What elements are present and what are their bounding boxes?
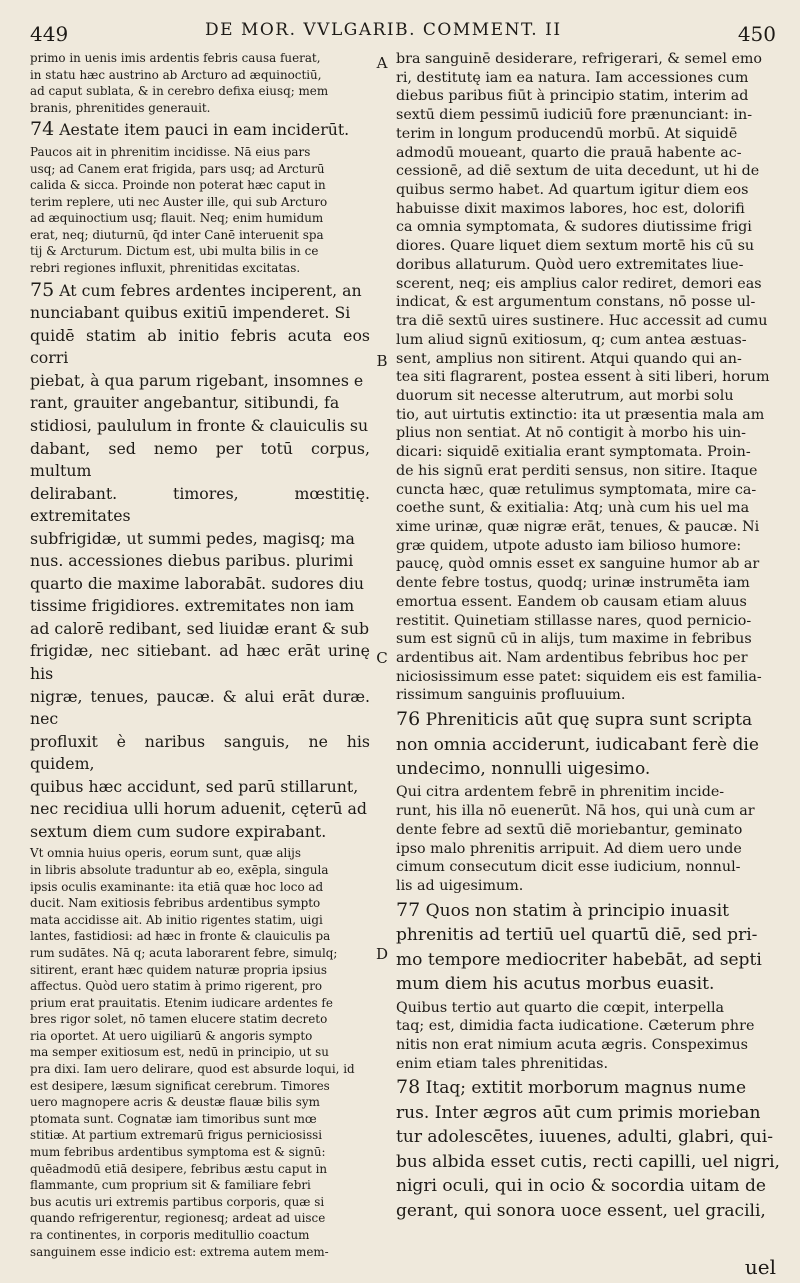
section-number: 74 [30, 118, 55, 141]
page-number-right: 450 [737, 22, 776, 46]
section-number: 77 [396, 898, 421, 921]
paragraph-text: Vt omnia huius operis, eorum sunt, quæ alijs in libris absolute traduntur ab eo, exēpla, singula ipsis oculis examinante: ita etiā quæ hoc loco ad ducit. Nam exitiosis febribus ardentibus sympto mata accidisse ait. Ab initio rigentes statim, uigi lantes, fastidiosi: ad hæc in fronte & clauiculis pa rum sudātes. Nā q; acuta laborarent febre, simulq; sitirent, erant hæc quidem naturæ propria ipsius affectus. Quòd uero statim à primo rigerent, pro prium erat prauitatis. Etenim iudicare ardentes fe bres rigor solet, nō tamen elucere statim decreto ria oportet. At uero uigiliarū & angoris sympto ma semper exitiosum est, nedū in principio, ut su pra dixi. Iam uero delirare, quod est absurde loqui, id est desipere, læsum significat cerebrum. Timores uero magnopere acris & deustæ flauæ bilis sym ptomata sunt. Cognatæ iam timoribus sunt mœ stitiæ. At partium extremarū frigus perniciosissi mum febribus ardentibus symptoma est & signū: quēadmodū etiā desipere, febribus æstu caput in flammante, cum proprium sit & familiare febri bus acutis uri extremis partibus corporis, quæ si quando refrigerentur, regionesq; ardeat ad uisce ra continentes, in corporis meditullio coactum sanguinem esse indicio est: extrema autem mem- [30, 846, 355, 1259]
margin-letters [371, 52, 393, 1252]
section-number: 76 [396, 708, 421, 731]
margin-letter-a: A [376, 54, 388, 72]
paragraph-text: Paucos ait in phrenitim incidisse. Nā eius pars usq; ad Canem erat frigida, pars usq; ad Arcturū calida & sicca. Proinde non poterat hæc caput in terim replere, uti nec Auster ille, qui sub Arcturo ad æquinoctium usq; flauit. Neq; enim humidum erat, neq; diuturnū, q̄d inter Canē interuenit spa tij & Arcturum. Dictum est, ubi multa bilis in ce rebri regiones influxit, phrenitidas excitatas. [30, 144, 328, 276]
running-header [0, 0, 800, 46]
catchword: uel [744, 1255, 776, 1279]
paragraph-text: Itaq; extitit morborum magnus nume rus. Inter ægros aūt cum primis morieban tur adolescētes, iuuenes, adulti, glabri, qui- bus albida esset cutis, recti capilli, uel nigri, nigri oculi, qui in ocio & socordia uitam de gerant, qui sonora uoce essent, uel gracili, [396, 1078, 780, 1221]
paragraph-text: Aestate item pauci in eam inciderūt. [59, 120, 350, 140]
paragraph-text: Phreniticis aūt quę supra sunt scripta non omnia acciderunt, iudicabant ferè die undecimo, nonnulli uigesimo. [396, 710, 759, 780]
paragraph-text: Qui citra ardentem febrē in phrenitim incide- runt, his illa nō euenerūt. Nā hos, qui unà cum ar dente febre ad sextū diē moriebantur, geminato ipso malo phrenitis arripuit. Ad diem uero unde cimum consecutum dicit esse iudicium, nonnul- lis ad uigesimum. [396, 784, 755, 895]
section-number: 78 [396, 1076, 421, 1099]
paragraph [30, 144, 370, 277]
margin-letter-b: B [376, 352, 388, 370]
paragraph [30, 50, 370, 116]
paragraph [30, 845, 370, 1260]
paragraph [30, 118, 370, 142]
paragraph [30, 279, 370, 844]
paragraph-text: At cum febres ardentes inciperent, an nunciabant quibus exitiū impenderet. Si quidē statim ab initio febris acuta eos corri piebat, à qua parum rigebant, insomnes e rant, grauiter angebantur, sitibundi, fa stidiosi, paululum in fronte & clauiculis su dabant, sed nemo per totū corpus, multum delirabant. timores, mœstitię. extremitates subfrigidæ, ut summi pedes, magisq; ma nus. accessiones diebus paribus. plurimi quarto die maxime laborabāt. sudores diu tissime frigidiores. extremitates non iam ad calorē redibant, sed liuidæ erant & sub frigidæ, nec sitiebant. ad hæc erāt urinę his nigræ, tenues, paucæ. & alui erāt duræ. nec profluxit è naribus sanguis, ne his quidem, quibus hæc accidunt, sed parū stillarunt, nec recidiua ulli horum aduenit, cęterū ad sextum diem cum sudore expirabant. [30, 280, 370, 841]
paragraph [396, 1075, 780, 1223]
right-column [396, 50, 780, 1225]
section-number: 75 [30, 278, 55, 301]
paragraph [396, 707, 780, 781]
page-number-left: 449 [30, 22, 69, 46]
running-title: DE MOR. VVLGARIB. COMMENT. II [205, 20, 562, 40]
paragraph-text: bra sanguinē desiderare, refrigerari, & semel emo ri, destitutę iam ea natura. Iam accessiones cum diebus paribus fiūt à principio statim, interim ad sextū diem pessimū iudiciū fore prænunciant: in- terim in longum producendū morbū. At siquidē admodū moueant, quarto die prauā habente ac- cessionē, ad diē sextum de uita decedunt, ut hi de quibus sermo habet. Ad quartum igitur diem eos habuisse dixit maximos labores, hoc est, dolorifi ca omnia symptomata, & sudores diutissime frigi diores. Quare liquet diem sextum mortē his cū su doribus allaturum. Quòd uero extremitates liue- scerent, neq; eis amplius calor rediret, demori eas indicat, & est argumentum constans, nō posse ul- tra diē sextū uires sustinere. Huc accessit ad cumu lum aliud signū exitiosum, q; cum antea æstuas- sent, amplius non sitirent. Atqui quando qui an- tea siti flagrarent, postea essent à siti liberi, horum duorum sit necesse alterutrum, aut morbi solu tio, aut uirtutis extinctio: ita ut præsentia mala am plius non sentiat. At nō contigit à morbo his uin- dicari: siquidē exitialia erant symptomata. Proin- de his signū erat perditi sensus, non sitire. Itaque cuncta hæc, quæ retulimus symptomata, mire ca- coethe sunt, & exitialia: Atq; unà cum his uel ma xime urinæ, quæ nigræ erāt, tenues, & paucæ. Ni græ quidem, utpote adusto iam bilioso humore: paucę, quòd omnis esset ex sanguine humor ab ar dente febre tostus, quodq; urinæ instrumēta iam emortua essent. Eandem ob causam etiam aluus restitit. Quinetiam stillasse nares, quod pernicio- sum est signū cū in alijs, tum maxime in febribus ardentibus ait. Nam ardentibus febribus hoc per niciosissimum esse patet: siquidem eis est familia- rissimum sanguinis profluuium. [396, 51, 770, 704]
margin-letter-c: C [376, 649, 388, 667]
paragraph [396, 783, 780, 895]
paragraph [396, 898, 780, 997]
margin-letter-d: D [375, 945, 389, 963]
paragraph-text: primo in uenis imis ardentis febris causa fuerat, in statu hæc austrino ab Arcturo ad æquinoctiū, ad caput sublata, & in cerebro defixa eiusq; mem branis, phrenitides generauit. [30, 51, 329, 115]
left-column [30, 50, 370, 1262]
paragraph-text: Quibus tertio aut quarto die cœpit, interpella taq; est, dimidia facta iudicatione. Cæterum phre nitis non erat nimium acuta ægris. Conspeximus enim etiam tales phrenitidas. [396, 999, 755, 1072]
paragraph-text: Quos non statim à principio inuasit phrenitis ad tertiū uel quartū diē, sed pri- mo tempore mediocriter habebāt, ad septi mum diem his acutus morbus euasit. [396, 900, 762, 995]
paragraph [396, 999, 780, 1074]
paragraph [396, 50, 780, 705]
